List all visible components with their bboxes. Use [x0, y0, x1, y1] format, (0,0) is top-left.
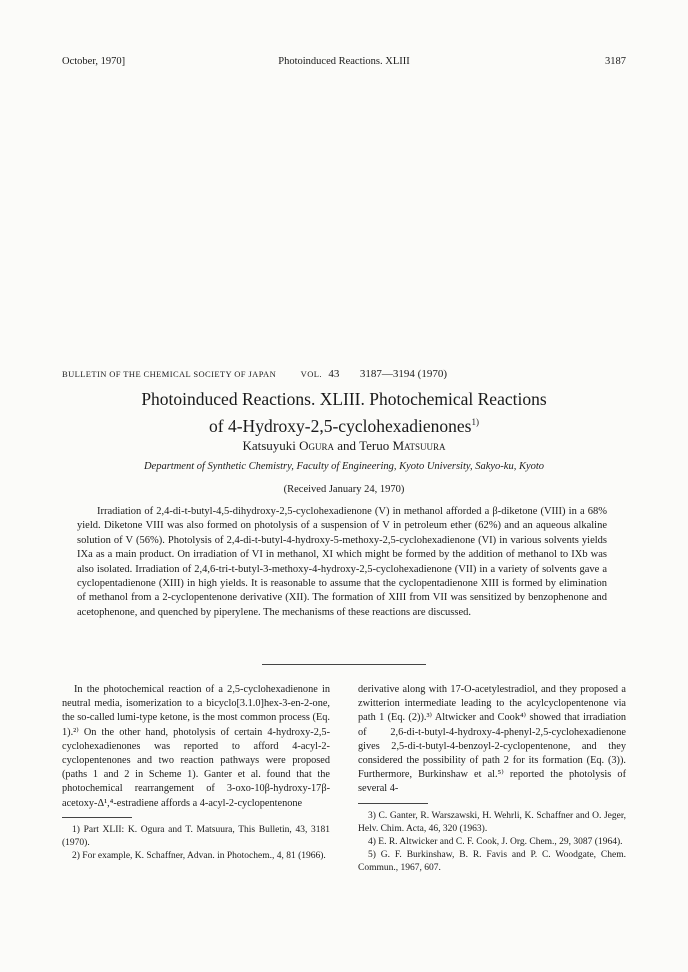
body-column-left — [62, 683, 330, 863]
article-title-line2 — [0, 411, 688, 438]
footnotes-left — [62, 824, 330, 863]
footnote-3: 3) C. Ganter, R. Warszawski, H. Wehrli, K. Schaffner and O. Jeger, Helv. Chim. Acta, 46, 320 (1963). — [358, 810, 626, 834]
author2-first: Teruo — [359, 438, 390, 453]
section-divider — [262, 664, 426, 665]
authors — [0, 438, 688, 454]
body-text-right: derivative along with 17-O-acetylestradiol, and they proposed a zwitterion intermediate leading to the acylcyclopentenone via path 1 (Eq. (2)).³⁾ Altwicker and Cook⁴⁾ showed that irradiation of 2,6-di-t-butyl-4-hydroxy-4-phenyl-2,5-cyclohexadienone gives 2,5-di-t-butyl-4-benzoyl-2-cyclopentenone, and they considered the possibility of path 2 for its formation (Eq. (3)). Furthermore, Burkinshaw et al.⁵⁾ reported the photolysis of several 4- — [358, 684, 626, 795]
page-range: 3187—3194 (1970) — [359, 368, 447, 380]
body-text-left: In the photochemical reaction of a 2,5-cyclohexadienone in neutral media, isomerization to a bicyclo[3.1.0]hex-3-en-2-one, the so-called lumi-type ketone, is the most common process (Eq. 1).²⁾ On the other hand, photolysis of certain 4-hydroxy-2,5-cyclohexadienones was reported to afford 4-acyl-2-cyclopentenones and two reaction pathways were proposed (paths 1 and 2 in Scheme 1). Ganter et al. found that the photochemical rearrangement of 3-oxo-10β-hydroxy-17β-acetoxy-Δ¹,⁴-estradiene affords a 4-acyl-2-cyclopentenone — [62, 684, 330, 809]
page-number: 3187 — [605, 56, 626, 67]
footnote-rule-right — [358, 803, 428, 804]
author2-last: Matsuura — [392, 438, 446, 453]
journal-name: BULLETIN OF THE CHEMICAL SOCIETY OF JAPAN — [62, 369, 277, 379]
authors-and: and — [337, 438, 357, 453]
volume-label: VOL. — [300, 369, 322, 379]
footnote-2: 2) For example, K. Schaffner, Advan. in Photochem., 4, 81 (1966). — [72, 850, 326, 861]
article-title-line1: Photoinduced Reactions. XLIII. Photochemical Reactions — [141, 389, 547, 409]
footnote-1: 1) Part XLII: K. Ogura and T. Matsuura, This Bulletin, 43, 3181 (1970). — [62, 824, 330, 848]
body-column-right — [358, 683, 626, 875]
volume-number: 43 — [328, 368, 340, 380]
received-date: (Received January 24, 1970) — [283, 484, 405, 495]
footnote-rule-left — [62, 817, 132, 818]
footnote-4: 4) E. R. Altwicker and C. F. Cook, J. Org. Chem., 29, 3087 (1964). — [368, 836, 623, 847]
affiliation: Department of Synthetic Chemistry, Faculty of Engineering, Kyoto University, Sakyo-ku, Kyoto — [143, 461, 545, 472]
author1-last: Ogura — [299, 438, 335, 453]
title-line2-text: of 4-Hydroxy-2,5-cyclohexadienones — [209, 415, 472, 436]
title-footnote-ref: 1) — [471, 417, 479, 427]
footnote-5: 5) G. F. Burkinshaw, B. R. Favis and P. C. Woodgate, Chem. Commun., 1967, 607. — [358, 849, 626, 873]
author1-first: Katsuyuki — [242, 438, 296, 453]
abstract — [77, 505, 607, 620]
abstract-text: Irradiation of 2,4-di-t-butyl-4,5-dihydroxy-2,5-cyclohexadienone (V) in methanol afforded a β-diketone (VIII) in a 68% yield. Diketone VIII was also formed on photolysis of a suspension of V in petroleum ether (62%) and an aqueous alkaline solution of V (56%). Photolysis of 2,4-di-t-butyl-4-hydroxy-5-methoxy-2,5-cyclohexadienone (VI) in various solvents yields IXa as a main product. On irradiation of VI in methanol, XI which might be formed by the addition of methanol to IXb was also isolated. Irradiation of 2,4,6-tri-t-butyl-3-methoxy-4-hydroxy-2,5-cyclohexadienone (VII) in a variety of solvents gave a cyclopentadienone (XIII) in high yields. It is reasonable to assume that the cyclopentadienone XIII is formed by elimination of methanol from a 2-cyclopentenone derivative (XII). The formation of XIII from VII was sensitized by benzophenone and acetophenone, and quenched by piperylene. The mechanisms of these reactions are discussed. — [77, 506, 607, 618]
footnotes-right — [358, 810, 626, 875]
running-title: Photoinduced Reactions. XLIII — [278, 56, 410, 67]
bulletin-line — [62, 368, 447, 380]
header-date: October, 1970] — [62, 56, 126, 67]
